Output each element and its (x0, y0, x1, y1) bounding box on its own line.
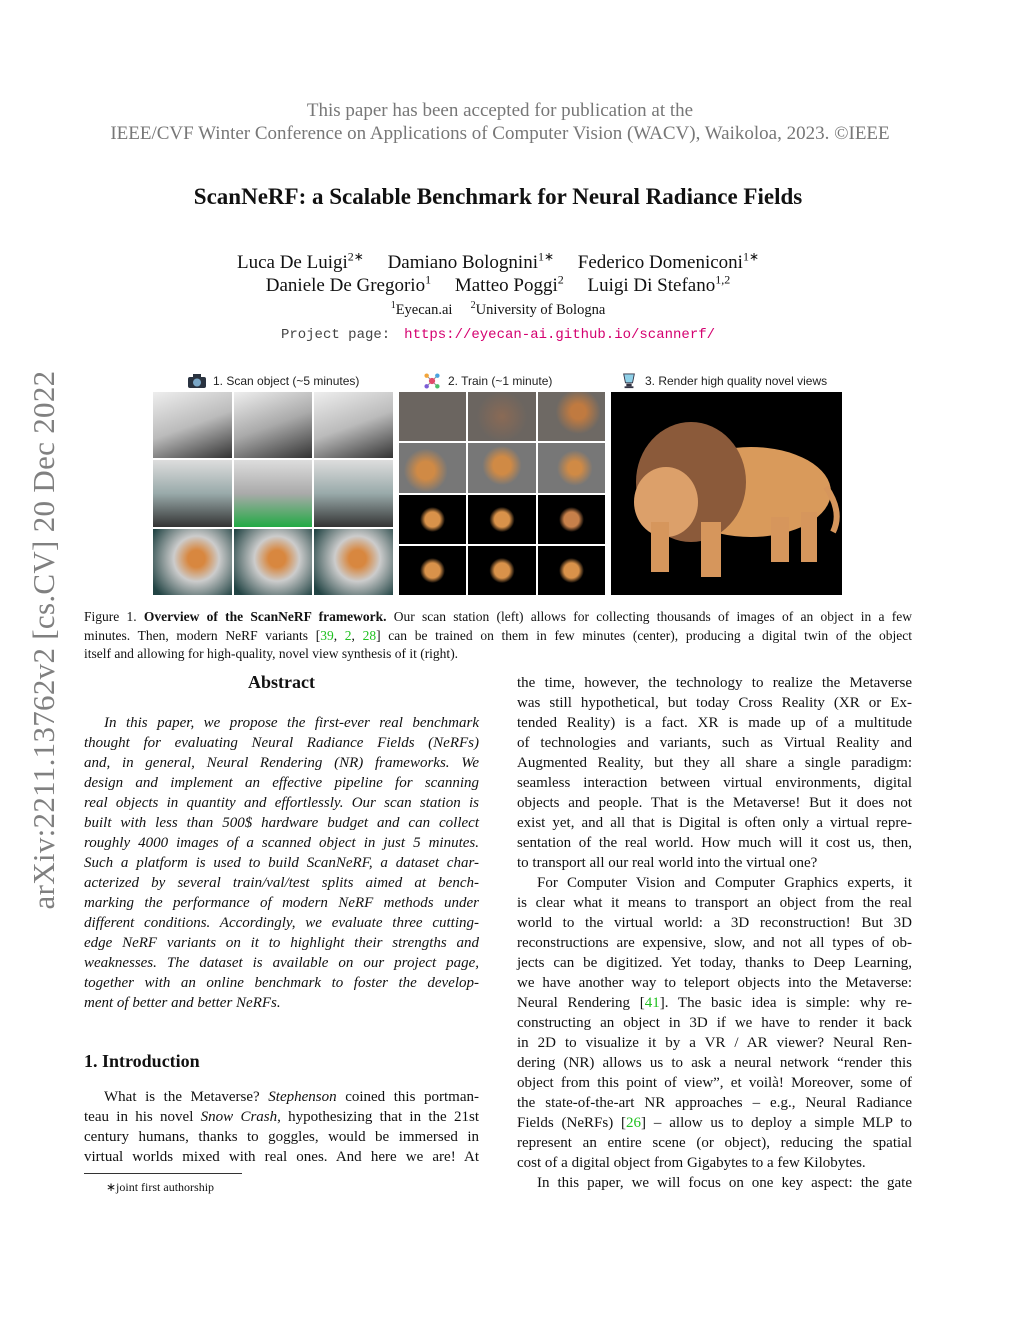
training-frame (538, 392, 605, 441)
abstract-body (84, 713, 479, 1013)
text-line: acterized by several train/val/test splits aimed at bench- (84, 874, 479, 891)
scan-photo (314, 529, 393, 595)
text-line: exist yet, and all that is Digital is often only a virtual repre- (517, 814, 912, 831)
text-line: sentation of the real world. How much will it cost us, then, (517, 834, 912, 851)
right-column (517, 673, 912, 1197)
notice-line: IEEE/CVF Winter Conference on Applications of Computer Vision (WACV), Waikoloa, 2023. ©IEEE (110, 123, 890, 144)
author: Federico Domeniconi$^{1∗}$ (577, 249, 760, 273)
left-column (84, 670, 479, 1197)
footnote: ∗joint first authorship (106, 1179, 215, 1194)
render-icon (619, 373, 639, 389)
scan-photo (314, 460, 393, 526)
affiliations: $^1$Eyecan.ai $^2$University of Bologna (390, 300, 606, 318)
novel-view-render (611, 392, 842, 595)
training-frame (468, 443, 535, 492)
text-line: tended Reality) is a fact. XR is made up of a multitude (517, 714, 912, 731)
text-line: together with an online benchmark to foster the develop- (84, 974, 479, 991)
text-line: built with less than 500$ hardware budget and can collect (84, 814, 479, 831)
text-line: real objects in quantity and effortlessly. Our scan station is (84, 794, 479, 811)
two-columns (84, 670, 912, 1197)
abstract-heading: Abstract (248, 671, 315, 692)
text-line: and, in general, Neural Rendering (NR) frameworks. We (84, 754, 479, 771)
text-line: is clear what it means to transport an object from the real (517, 894, 912, 911)
step-label: 1. Scan object (~5 minutes) (213, 374, 360, 388)
text-line: For Computer Vision and Computer Graphics experts, it (537, 874, 912, 891)
text-line: In this paper, we propose the first-ever real benchmark (104, 714, 479, 731)
training-frame (538, 443, 605, 492)
text-line: in 2D to visualize it by a VR / AR viewer? Neural Ren- (517, 1034, 912, 1051)
text-line: Fields (NeRFs) [26] – allow us to deploy a simple MLP to (517, 1114, 912, 1131)
scan-photo (153, 460, 232, 526)
footnote-divider (84, 1173, 242, 1174)
author-list (0, 251, 996, 297)
training-frame (468, 495, 535, 544)
project-link[interactable]: https://eyecan-ai.github.io/scannerf/ (404, 327, 716, 343)
scan-photo (234, 460, 313, 526)
training-frame (399, 443, 466, 492)
project-page (0, 327, 996, 343)
caption-title: Overview of the ScanNeRF framework. (143, 609, 387, 624)
training-frame (399, 495, 466, 544)
author-row (0, 274, 996, 297)
author: Matteo Poggi$^2$ (454, 272, 564, 296)
text-line: edge NeRF variants on it to highlight their strengths and (84, 934, 479, 951)
text-line: of technologies and variants, such as Virtual Reality and (517, 734, 912, 751)
caption-line (84, 608, 912, 627)
author: Daniele De Gregorio$^1$ (265, 272, 432, 296)
text-line: the state-of-the-art NR approaches – e.g., Neural Radiance (517, 1094, 912, 1111)
project-label: Project page: (280, 327, 391, 343)
text-line: century humans, thanks to goggles, would be immersed in (84, 1128, 479, 1145)
text-line: In this paper, we will focus on one key aspect: the gate (537, 1174, 912, 1191)
author: Damiano Bolognini$^{1∗}$ (387, 249, 555, 273)
caption-label: Figure 1. (84, 609, 144, 624)
step-label: 2. Train (~1 minute) (448, 374, 553, 388)
caption-line: itself and allowing for high-quality, novel view synthesis of it (right). (84, 646, 459, 661)
introduction-body (84, 1087, 479, 1167)
scan-photo (153, 529, 232, 595)
step-train (422, 373, 552, 389)
scan-photo (234, 392, 313, 458)
text-line: ment of better and better NeRFs. (84, 994, 281, 1011)
caption-line: minutes. Then, modern NeRF variants [39, 2, 28] can be trained on them in few minutes (center), producing a digital twin of the object (84, 627, 912, 643)
text-line: weaknesses. The dataset is available on our project page, (84, 954, 479, 971)
scan-photos-grid (153, 392, 393, 595)
camera-icon (187, 373, 207, 389)
training-frame (538, 495, 605, 544)
text-line: marking the performance of modern NeRF methods under (84, 894, 479, 911)
step-scan (187, 373, 359, 389)
text-line: Neural Rendering [41]. The basic idea is simple: why re- (517, 994, 913, 1011)
text-line: to transport all our real world into the virtual one? (517, 854, 818, 871)
introduction-heading: 1. Introduction (84, 1050, 200, 1071)
text-line: virtual worlds mixed with real ones. And here we are! At (84, 1148, 479, 1165)
author-row (0, 251, 996, 274)
step-render (619, 373, 827, 389)
text-line: reconstructions are expensive, slow, and not all types of ob- (517, 934, 912, 951)
training-frame (399, 546, 466, 595)
text-line: the time, however, the technology to realize the Metaverse (517, 674, 912, 691)
paragraph (517, 1173, 912, 1193)
caption-text: Our scan station (left) allows for collecting thousands of images of an object in a few (386, 609, 913, 624)
paragraph (517, 873, 912, 1173)
citation-link[interactable]: 26 (626, 1114, 642, 1131)
text-line: different conditions. Accordingly, we evaluate three cutting- (84, 914, 479, 931)
training-frame (468, 546, 535, 595)
text-line: What is the Metaverse? Stephenson coined this portman- (104, 1088, 479, 1105)
training-progress-grid (399, 392, 605, 595)
scan-photo (234, 529, 313, 595)
text-line: design and implement an effective pipeline for scanning (84, 774, 479, 791)
text-line: thought for evaluating Neural Radiance Fields (NeRFs) (84, 734, 479, 751)
text-line: Such a platform is used to build ScanNeRF, a dataset char- (84, 854, 479, 871)
text-line: objects and people. That is the Metaverse! But it does not (517, 794, 912, 811)
lion-render-image (611, 392, 842, 595)
text-line: teau in his novel Snow Crash, hypothesizing that in the 21st (84, 1108, 479, 1125)
paper-title: ScanNeRF: a Scalable Benchmark for Neural Radiance Fields (193, 184, 803, 209)
training-frame (468, 392, 535, 441)
scan-photo (314, 392, 393, 458)
body-flow (84, 608, 912, 1197)
text-line: dering (NR) allows us to ask a neural network “render this (517, 1054, 912, 1071)
citation-link[interactable]: 28 (362, 627, 377, 643)
scan-photo (153, 392, 232, 458)
training-frame (538, 546, 605, 595)
text-line: jects can be digitized. Yet today, thanks to Deep Learning, (517, 954, 912, 971)
figure-caption (84, 608, 912, 664)
text-line: Augmented Reality, but they all share a single paradigm: (517, 754, 912, 771)
citation-link[interactable]: 2 (344, 627, 352, 643)
text-line: roughly 4000 images of a scanned object in just 5 minutes. (84, 834, 479, 851)
text-line: cost of a digital object from Gigabytes to a few Kilobytes. (517, 1154, 866, 1171)
author: Luca De Luigi$^{2∗}$ (236, 249, 364, 273)
citation-link[interactable]: 41 (644, 994, 660, 1011)
network-icon (422, 373, 442, 389)
text-line: was still hypothetical, but today Cross Reality (XR or Ex- (517, 694, 912, 711)
citation-link[interactable]: 39 (320, 627, 334, 643)
text-line: seamless interaction between virtual environments, digital (517, 774, 912, 791)
arxiv-identifier: arXiv:2211.13762v2 [cs.CV] 20 Dec 2022 (26, 370, 61, 910)
text-line: object from this point of view”, et voilà! Moreover, some of (517, 1074, 912, 1091)
text-line: represent an entire scene (or object), reducing the spatial (517, 1134, 912, 1151)
paragraph (517, 673, 912, 873)
step-label: 3. Render high quality novel views (645, 374, 828, 388)
publication-notice (0, 99, 1000, 145)
author: Luigi Di Stefano$^{1,2}$ (587, 272, 731, 296)
training-frame (399, 392, 466, 441)
text-line: we have another way to teleport objects into the Metaverse: (517, 974, 912, 991)
notice-line: This paper has been accepted for publication at the (306, 100, 694, 121)
text-line: world to the virtual world: a 3D reconstruction! But 3D (517, 914, 912, 931)
text-line: constructing an object in 3D if we have to render it back (517, 1014, 912, 1031)
